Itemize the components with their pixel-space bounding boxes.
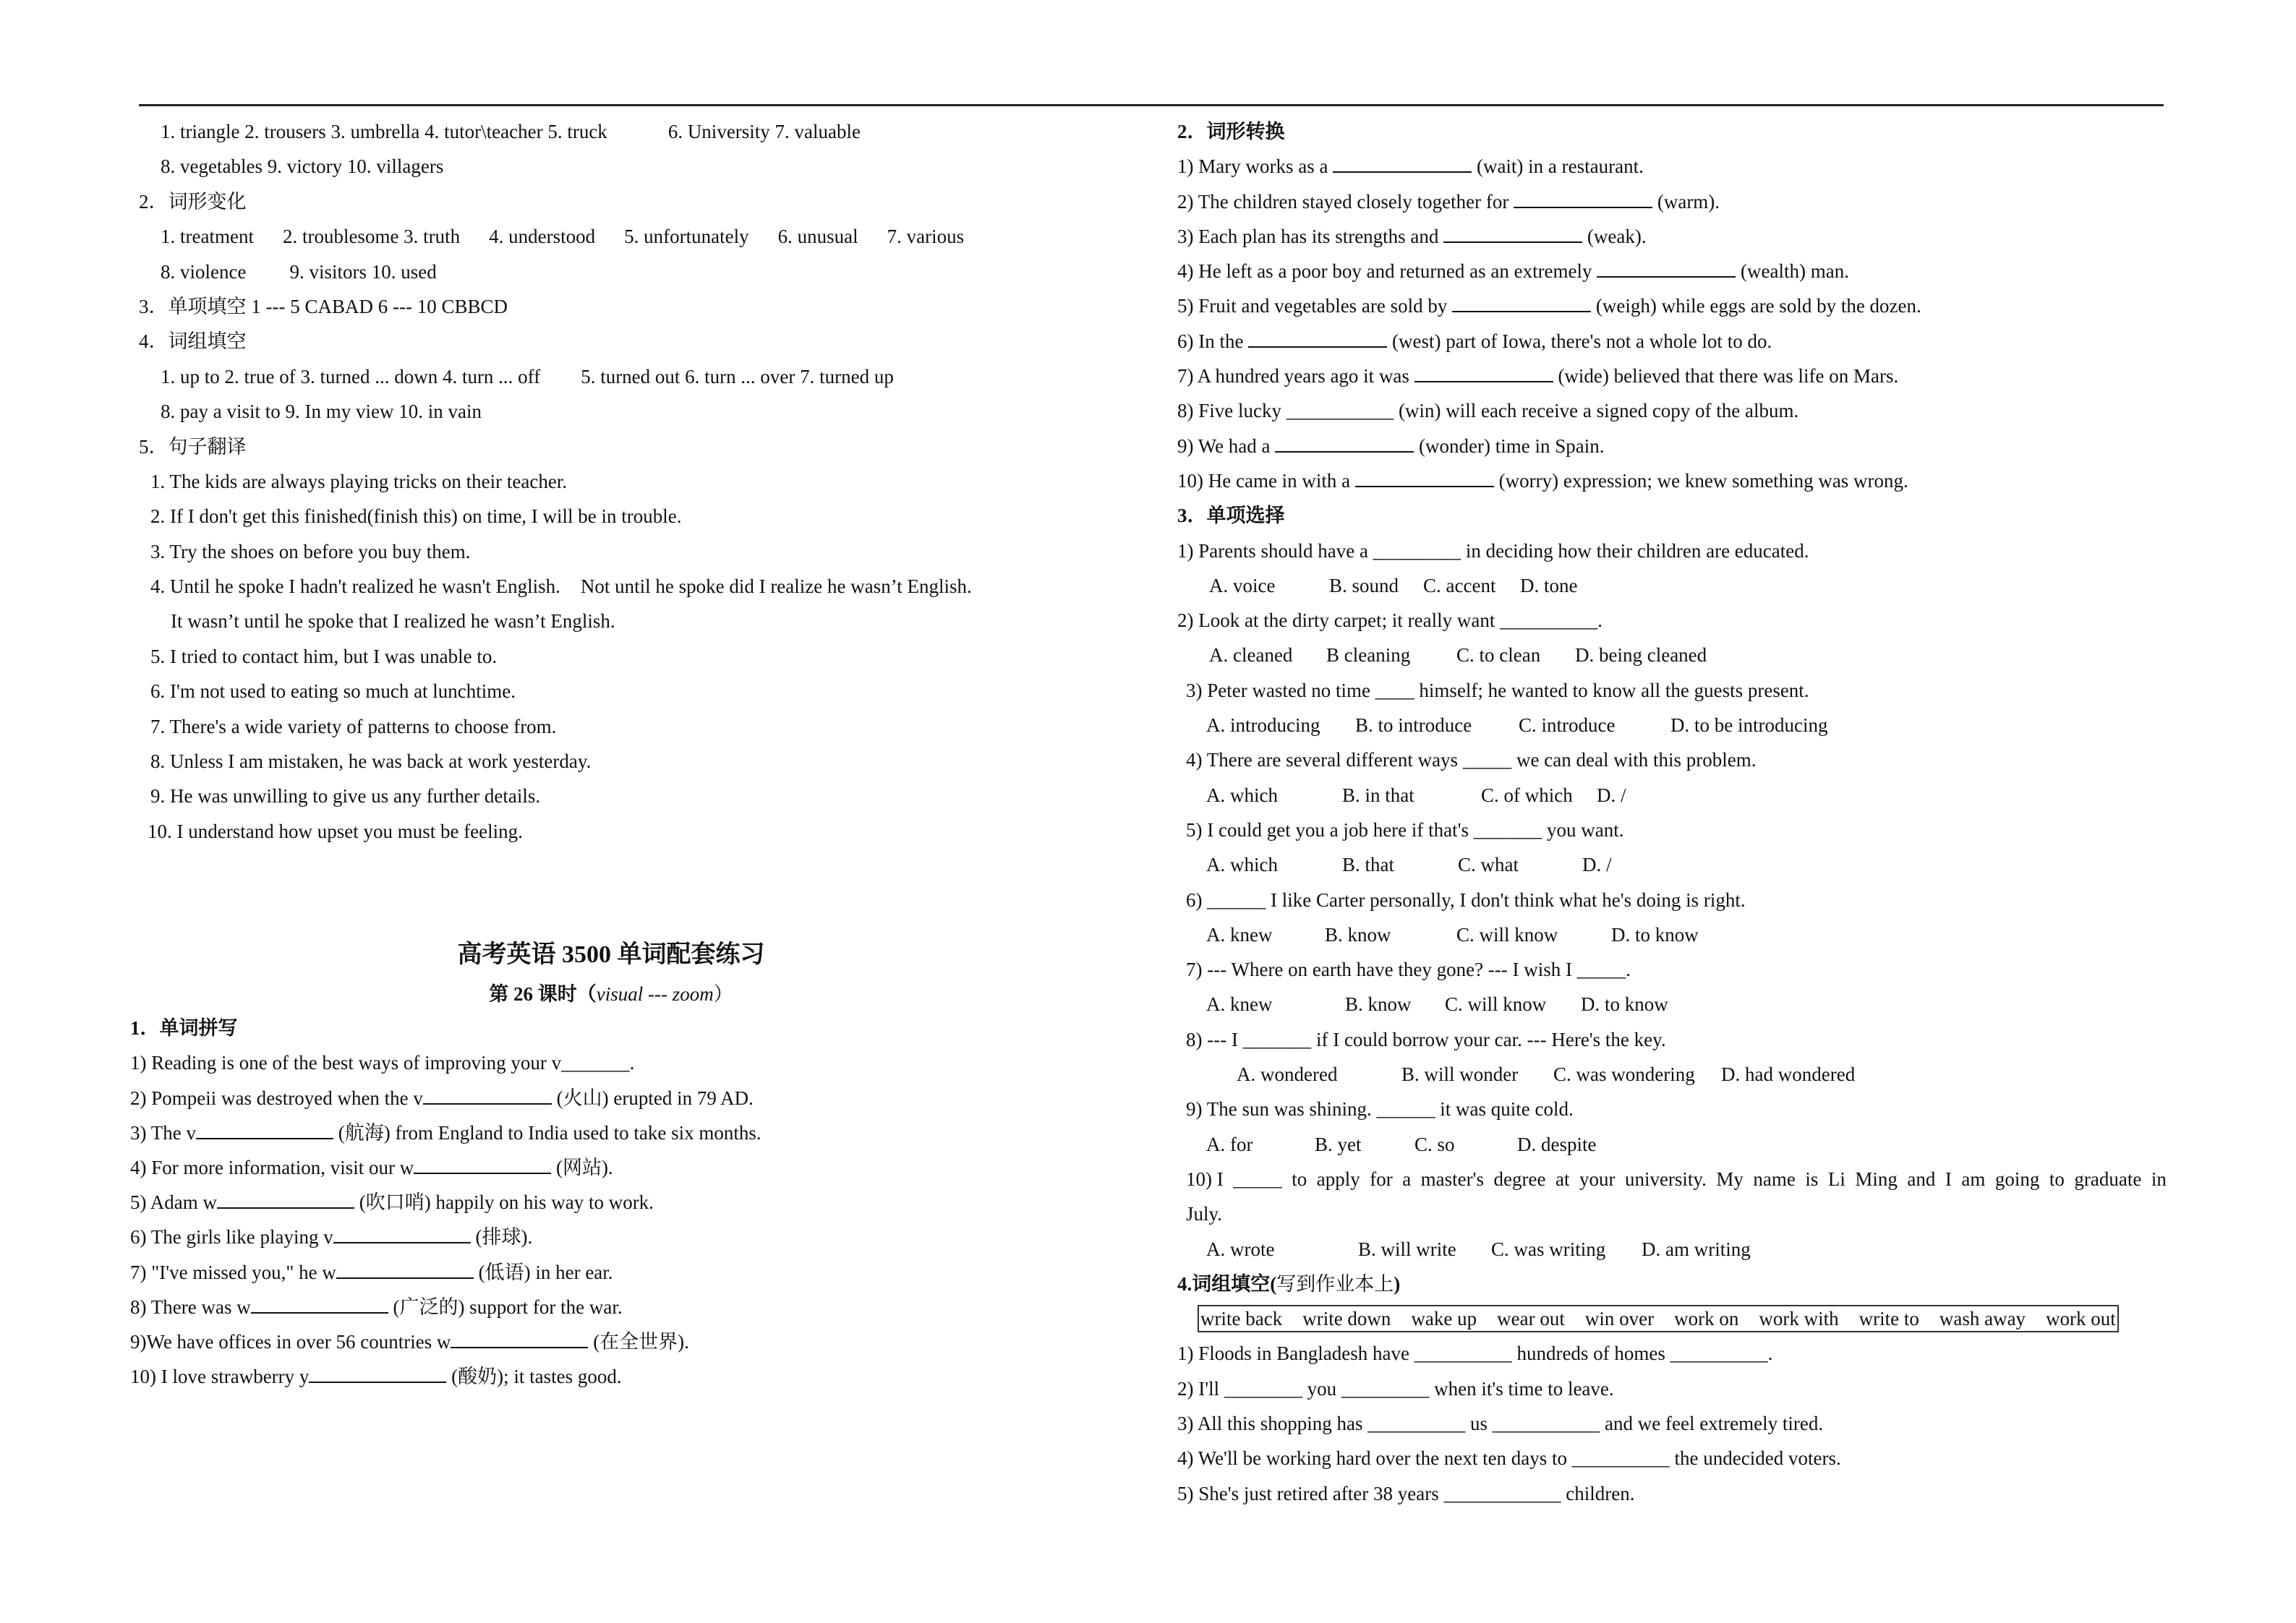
translation-6: 6. I'm not used to eating so much at lunchtime. [150,680,516,703]
spelling-item-6 [130,1220,1128,1254]
mc-question-5: 5) I could get you a job here if that's _______ you want. [1186,818,1624,841]
item-text: (wealth) man. [1736,260,1849,283]
mc-question-10: 10) I _____ to apply for a master's degree at your university. My name is Li Ming and I am going to graduate in [1186,1168,2167,1190]
section-heading [1177,1267,2146,1301]
answer-text: 9. visitors 10. used [289,260,437,283]
phrase-word: wash away [1939,1308,2026,1330]
item-text: (吹口哨) happily on his way to work. [354,1191,654,1214]
word-form-item-10 [1177,463,2146,498]
item-text: 7) "I've missed you," he w [130,1261,336,1283]
option-b[interactable]: B. will wonder [1401,1063,1519,1086]
phrase-item-5: 5) She's just retired after 38 years ____________ children. [1177,1482,1635,1504]
phrase-word: write back [1200,1308,1283,1330]
translation-1: 1. The kids are always playing tricks on their teacher. [150,470,568,492]
item-text: (weigh) while eggs are sold by the dozen. [1591,295,1921,317]
spelling-item-1 [130,1045,1128,1080]
option-b[interactable]: B. in that [1342,784,1414,806]
mc-question-1: 1) Parents should have a _________ in deciding how their children are educated. [1177,539,1809,562]
mc-question-10-cont: July. [1186,1203,1223,1225]
translation-3: 3. Try the shoes on before you buy them. [150,540,471,562]
phrase-item-4: 4) We'll be working hard over the next ten days to __________ the undecided voters. [1177,1447,1841,1470]
answer-text: 1. triangle 2. trousers 3. umbrella 4. tutor\teacher 5. truck [161,121,607,142]
translation-4 [130,569,1128,604]
mc-question-4: 4) There are several different ways _____ we can deal with this problem. [1186,749,1757,771]
item-text: (worry) expression; we knew something was wrong. [1493,469,1908,492]
heading-text: ) [1394,1272,1401,1295]
spelling-item-4 [130,1150,1128,1185]
option-b[interactable]: B cleaning [1326,644,1411,667]
mc-question-7: 7) --- Where on earth have they gone? --- I wish I _____. [1186,959,1631,981]
option-c[interactable]: C. accent [1423,574,1496,596]
item-text: (wonder) time in Spain. [1414,434,1605,457]
option-c[interactable]: C. to clean [1456,644,1541,667]
option-b[interactable]: B. that [1342,854,1394,876]
word-form-item-6 [1177,324,2146,359]
word-form-item-3 [1177,219,2146,254]
item-text: 4) He left as a poor boy and returned as an extremely [1177,260,1597,283]
item-text: 2) The children stayed closely together for [1177,190,1514,213]
answer-blank[interactable] [333,1225,471,1243]
answer-blank[interactable] [336,1260,474,1279]
item-text: (广泛的) support for the war. [388,1296,623,1318]
option-d[interactable]: D. / [1597,784,1626,806]
section-heading: 1．单词拼写 [130,1017,238,1040]
phrase-item-2: 2) I'll ________ you _________ when it's time to leave. [1177,1377,1614,1400]
option-b[interactable]: B. will write [1358,1238,1456,1260]
answer-line-4 [130,254,1128,289]
phrase-word: wake up [1411,1308,1477,1330]
option-a[interactable]: A. knew [1206,993,1273,1016]
page-title: 高考英语 3500 单词配套练习 [457,941,765,969]
option-b[interactable]: B. to introduce [1355,714,1472,737]
item-text: (火山) erupted in 79 AD. [551,1087,754,1109]
section-heading: 2．词形转换 [1177,121,1285,142]
option-d[interactable]: D. to be introducing [1670,714,1828,737]
option-a[interactable]: A. wrote [1206,1238,1275,1260]
answer-blank[interactable] [1514,189,1652,208]
option-b[interactable]: B. know [1345,993,1412,1016]
item-text: 10) He came in with a [1177,469,1355,492]
phrase-word: win over [1584,1308,1655,1330]
section-heading: 3．单项填空 1 --- 5 CABAD 6 --- 10 CBBCD [139,295,508,317]
heading-text: 词组填空( [1192,1272,1277,1295]
top-rule [139,104,2164,106]
item-text: 5) Fruit and vegetables are sold by [1177,295,1453,317]
option-c[interactable]: C. will know [1456,923,1558,946]
heading-text: 4. [1177,1272,1192,1295]
section-heading: 2．词形变化 [139,190,247,213]
item-text: 7) A hundred years ago it was [1177,365,1414,387]
answer-text: 8. violence [161,260,247,283]
option-d[interactable]: D. to know [1581,993,1668,1016]
item-text: 9) We had a [1177,434,1276,457]
item-text: 8) There was w [130,1296,251,1318]
item-text: (warm). [1652,190,1720,213]
item-text: 6) The girls like playing v [130,1226,333,1249]
option-a[interactable]: A. wondered [1237,1063,1338,1086]
phrase-item-3: 3) All this shopping has __________ us ___________ and we feel extremely tired. [1177,1412,1824,1434]
option-a[interactable]: A. which [1206,854,1278,876]
translation-9: 9. He was unwilling to give us any further details. [150,785,541,808]
translation-4-alt: It wasn’t until he spoke that I realized he wasn’t English. [171,610,615,633]
option-a[interactable]: A. introducing [1206,714,1320,737]
item-text: 5) Adam w [130,1191,217,1214]
option-b[interactable]: B. yet [1315,1133,1362,1155]
answer-blank[interactable] [251,1295,388,1314]
phrase-word: write to [1858,1308,1919,1330]
option-d[interactable]: D. am writing [1642,1238,1751,1260]
right-column [1177,114,2167,1511]
answer-text: 7. various [887,226,965,248]
mc-question-8: 8) --- I _______ if I could borrow your car. --- Here's the key. [1186,1028,1666,1050]
answer-text: 6. unusual [777,226,858,248]
answer-text: 6. University 7. valuable [667,121,861,142]
answer-text: 5. turned out 6. turn ... over 7. turned up [581,365,894,387]
item-blank: _______ [561,1052,630,1074]
answer-blank[interactable] [196,1121,333,1139]
heading-text: 写到作业本上 [1276,1272,1394,1295]
option-a[interactable]: A. for [1206,1133,1253,1155]
item-text: (在全世界). [588,1330,689,1353]
item-text: 4) For more information, visit our w [130,1156,414,1178]
option-a[interactable]: A. which [1206,784,1278,806]
answer-text: 5. unfortunately [624,226,749,248]
mc-options-4 [1177,778,2146,813]
spelling-item-7 [130,1255,1128,1290]
item-text: 6) In the [1177,330,1249,352]
option-d[interactable]: D. tone [1520,574,1578,596]
mc-options-9 [1177,1127,2146,1162]
mc-options-10 [1177,1232,2146,1267]
option-c[interactable]: C. will know [1445,993,1547,1016]
answer-line-2: 8. vegetables 9. victory 10. villagers [161,155,444,178]
answer-line-1 [130,114,1128,149]
item-text: 1) Mary works as a [1177,155,1333,178]
item-text: 8) Five lucky ___________ (win) will each receive a signed copy of the album. [1177,400,1799,422]
item-text: 1) Reading is one of the best ways of improving your v [130,1052,562,1074]
word-form-item-7 [1177,359,2146,393]
answer-line-6: 8. pay a visit to 9. In my view 10. in vain [161,401,482,423]
answer-blank[interactable] [423,1086,552,1105]
answer-text: 2. troublesome 3. truth [282,226,461,248]
answer-blank[interactable] [1597,259,1736,278]
item-text: 10) I love strawberry y [130,1366,310,1388]
subtitle-range: visual --- zoom [596,983,714,1006]
phrase-word: work out [2046,1308,2116,1330]
word-form-item-1 [1177,149,2146,184]
word-form-item-5 [1177,288,2146,323]
answer-blank[interactable] [414,1155,551,1174]
mc-question-6: 6) ______ I like Carter personally, I don't think what he's doing is right. [1186,888,1746,911]
answer-blank[interactable] [1443,224,1582,243]
phrase-word: wear out [1497,1308,1565,1330]
answer-text: 1. treatment [161,226,254,248]
answer-blank[interactable] [1355,468,1494,487]
item-text: 3) The v [130,1121,196,1144]
answer-text: Not until he spoke did I realize he wasn’t English. [580,575,972,598]
translation-10: 10. I understand how upset you must be feeling. [148,820,523,842]
spacer [130,849,1128,933]
word-form-item-9 [1177,429,2146,463]
translation-2: 2. If I don't get this finished(finish this) on time, I will be in trouble. [150,505,682,528]
answer-blank[interactable] [309,1364,446,1383]
option-b[interactable]: B. sound [1329,574,1399,596]
answer-text: 4. understood [489,226,596,248]
answer-line-3 [130,219,1128,254]
answer-blank[interactable] [1414,364,1553,382]
translation-8: 8. Unless I am mistaken, he was back at work yesterday. [150,750,592,773]
option-c[interactable]: C. what [1458,854,1519,876]
answer-blank[interactable] [217,1190,354,1209]
item-text: (网站). [551,1156,613,1178]
translation-7: 7. There's a wide variety of patterns to choose from. [150,715,557,737]
option-c[interactable]: C. was wondering [1553,1063,1695,1086]
answer-blank[interactable] [1275,434,1414,453]
spelling-item-9 [130,1324,1128,1359]
spelling-item-5 [130,1185,1128,1220]
mc-question-3: 3) Peter wasted no time ____ himself; he wanted to know all the guests present. [1186,679,1809,701]
section-heading: 4．词组填空 [139,330,247,353]
option-d[interactable]: D. being cleaned [1575,644,1707,667]
item-text: (航海) from England to India used to take six months. [333,1121,761,1144]
option-d[interactable]: D. to know [1611,923,1699,946]
item-text: (排球). [470,1226,533,1249]
option-c[interactable]: C. introduce [1519,714,1616,737]
item-text: (west) part of Iowa, there's not a whole lot to do. [1387,330,1772,352]
option-d[interactable]: D. / [1582,854,1612,876]
phrase-box [1198,1305,2119,1332]
mc-question-2: 2) Look at the dirty carpet; it really want __________. [1177,609,1602,632]
option-d[interactable]: D. despite [1517,1133,1597,1155]
phrase-word: work on [1674,1308,1739,1330]
answer-text: 4. Until he spoke I hadn't realized he wasn't English. [150,575,560,598]
answer-blank[interactable] [1452,294,1591,312]
item-text: (酸奶); it tastes good. [446,1366,622,1388]
mc-options-7 [1177,987,2146,1022]
option-c[interactable]: C. was writing [1491,1238,1606,1260]
phrase-word: write down [1302,1308,1391,1330]
mc-question-9: 9) The sun was shining. ______ it was quite cold. [1186,1098,1574,1121]
item-text: (wait) in a restaurant. [1472,155,1644,178]
item-text: (weak). [1582,225,1647,247]
option-d[interactable]: D. had wondered [1721,1063,1856,1086]
subtitle-text: ） [713,983,733,1006]
answer-line-5 [130,359,1128,394]
spelling-item-2 [130,1081,1128,1115]
word-form-item-2 [1177,184,2146,219]
mc-options-8 [1177,1057,2146,1092]
item-text: (低语) in her ear. [473,1261,613,1283]
item-text: . [629,1052,635,1074]
word-form-item-4 [1177,254,2146,288]
option-a[interactable]: A. cleaned [1209,644,1293,667]
mc-options-5 [1177,847,2146,882]
lesson-subtitle [130,977,1092,1011]
option-b[interactable]: B. know [1325,923,1391,946]
phrase-box-row [1177,1301,2146,1336]
option-a[interactable]: A. knew [1206,923,1273,946]
item-text: 3) Each plan has its strengths and [1177,225,1444,247]
left-column [130,114,1128,1394]
word-form-item-8 [1177,393,2146,428]
spelling-item-8 [130,1290,1128,1324]
mc-options-2 [1177,638,2146,672]
mc-options-6 [1177,917,2146,952]
item-text: 2) Pompeii was destroyed when the v [130,1087,423,1109]
section-heading: 3．单项选择 [1177,505,1285,527]
answer-text: 1. up to 2. true of 3. turned ... down 4. turn ... off [161,365,541,387]
answer-blank[interactable] [1333,154,1472,173]
answer-blank[interactable] [451,1329,588,1348]
option-c[interactable]: C. of which [1481,784,1573,806]
item-text: (wide) believed that there was life on Mars. [1553,365,1899,387]
mc-options-1 [1177,568,2146,603]
phrase-word: work with [1759,1308,1839,1330]
answer-blank[interactable] [1248,329,1387,348]
spelling-item-3 [130,1115,1128,1150]
option-a[interactable]: A. voice [1209,574,1276,596]
item-text: 9)We have offices in over 56 countries w [130,1330,451,1353]
subtitle-text: 第 26 课时（ [489,983,597,1006]
translation-5: 5. I tried to contact him, but I was unable to. [150,645,498,667]
option-c[interactable]: C. so [1414,1133,1455,1155]
section-heading: 5．句子翻译 [139,435,247,458]
mc-options-3 [1177,708,2146,742]
spelling-item-10 [130,1359,1128,1394]
phrase-item-1: 1) Floods in Bangladesh have __________ hundreds of homes __________. [1177,1342,1773,1365]
